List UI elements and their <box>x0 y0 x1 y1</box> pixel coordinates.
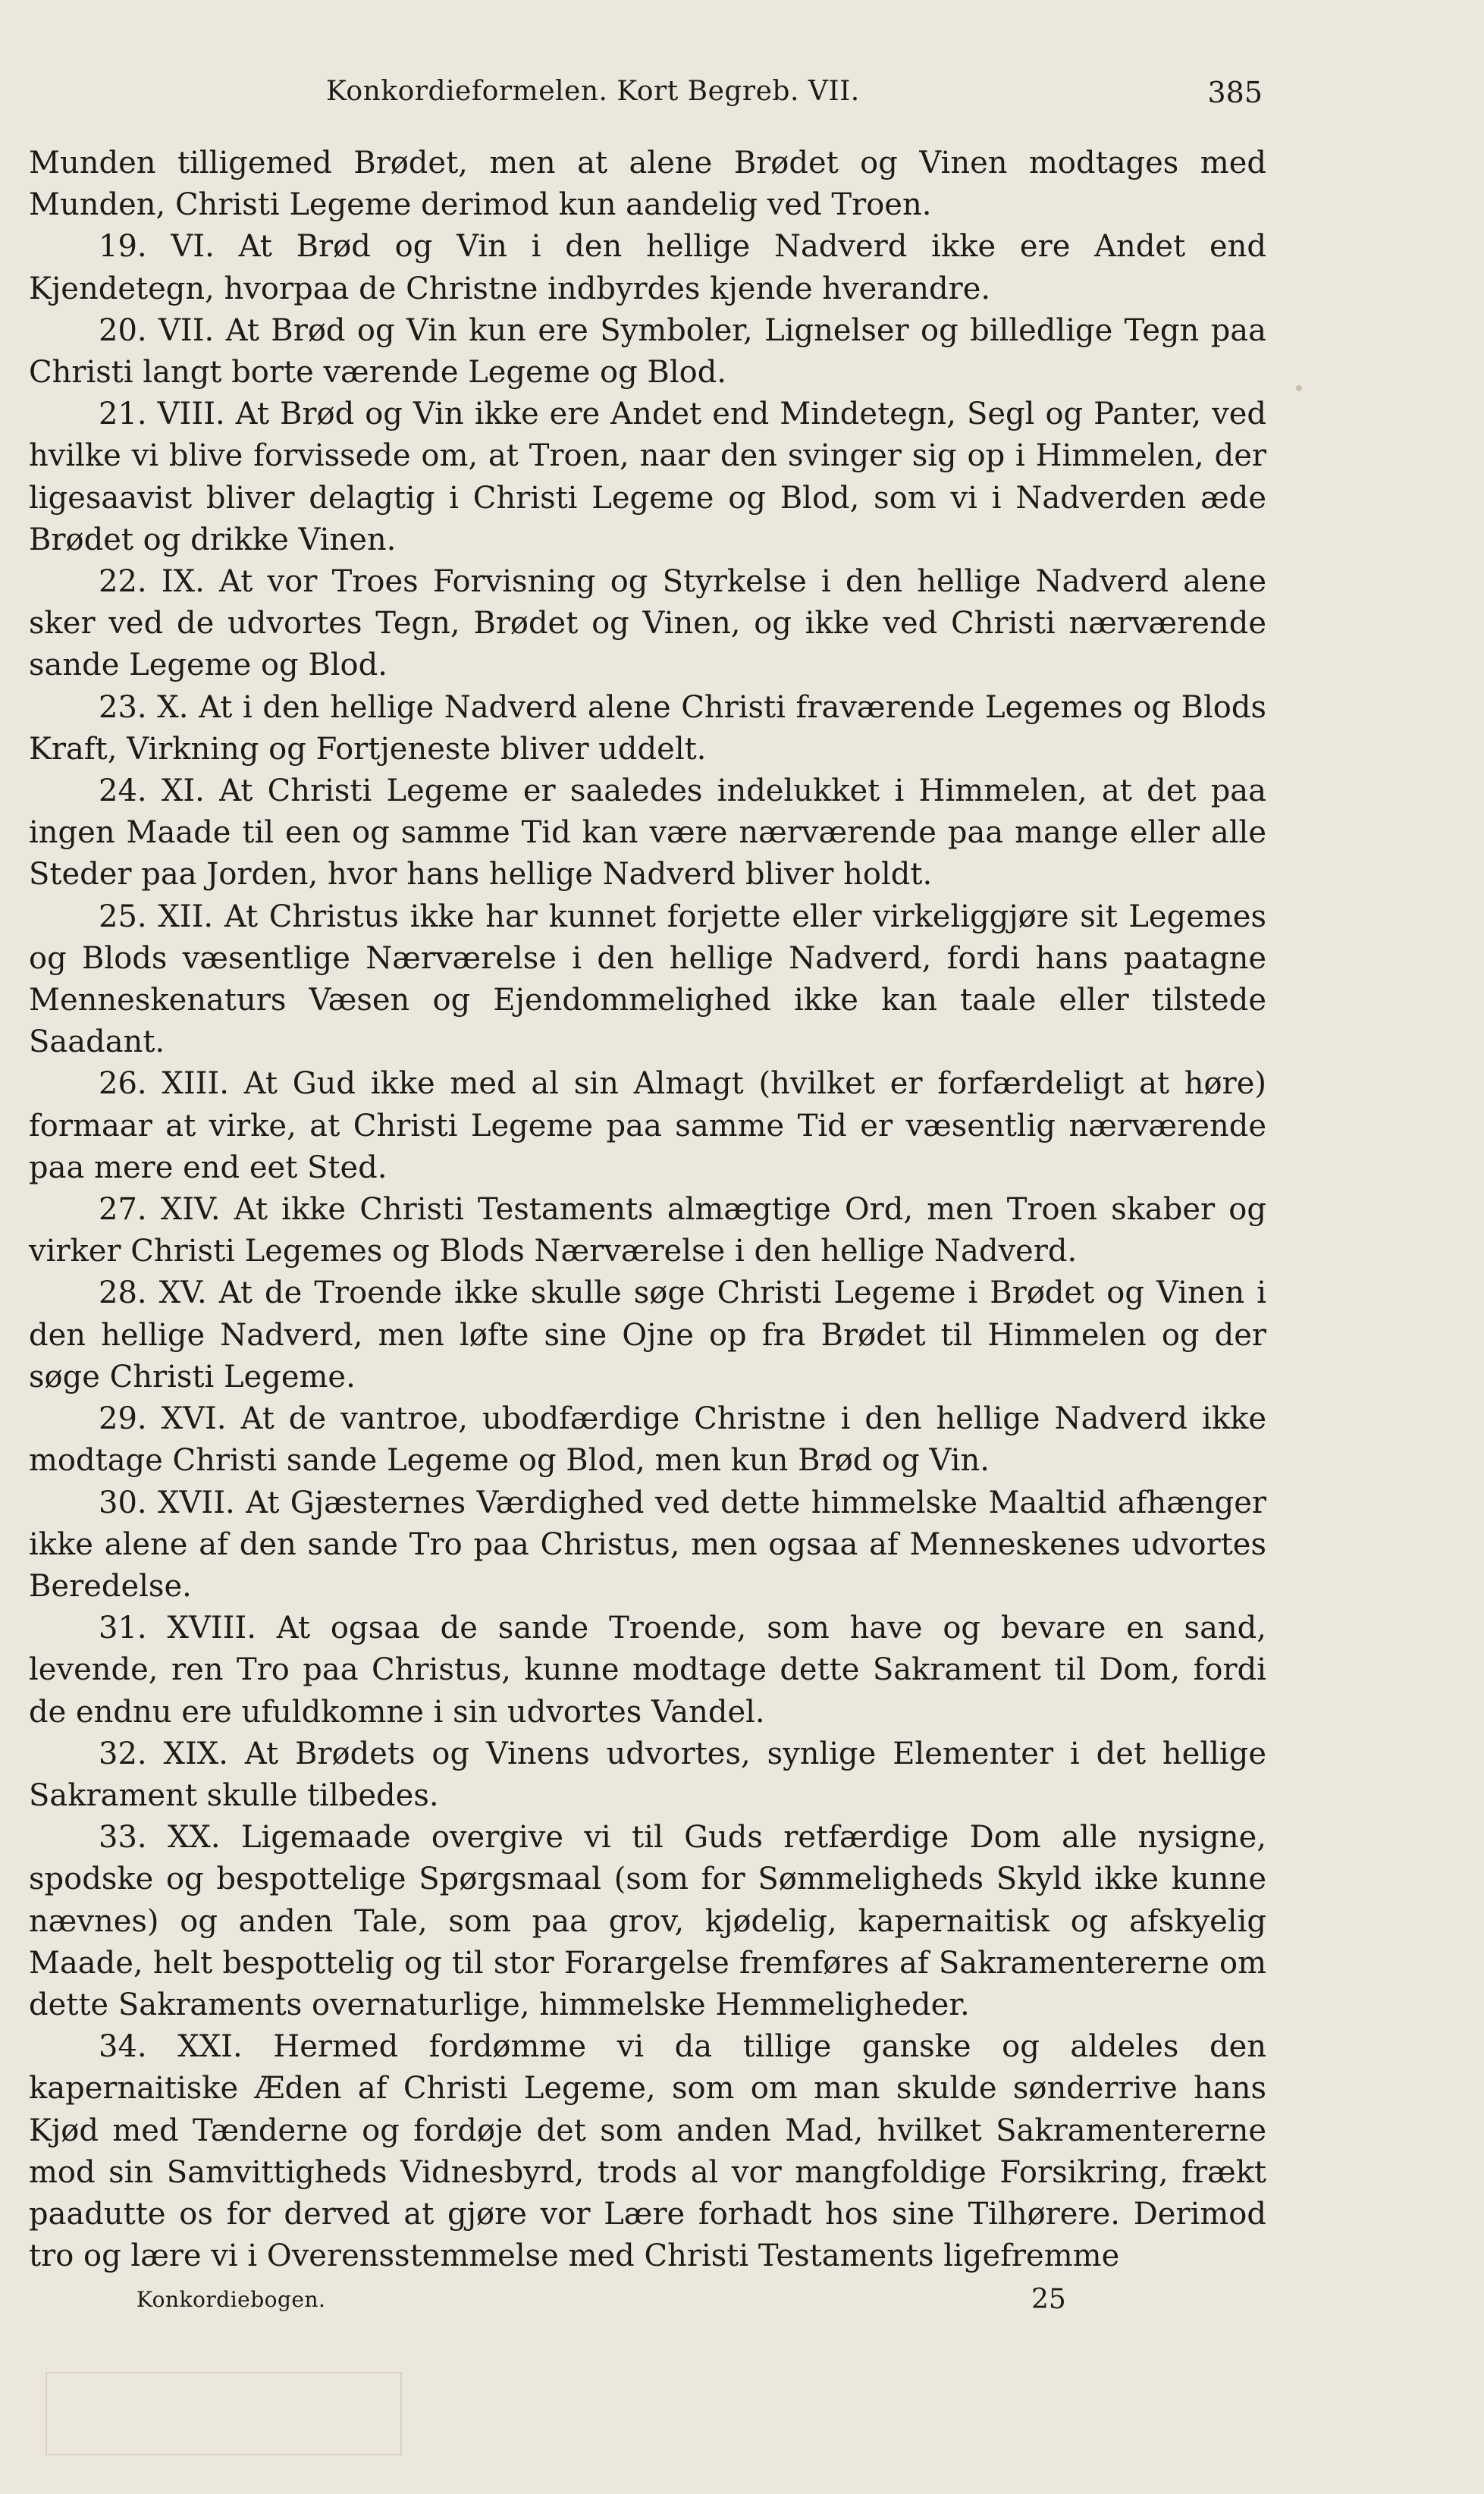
paper-speck <box>1296 385 1302 391</box>
article-34: 34. XXI. Hermed fordømme vi da tillige ganske og aldeles den kapernaitiske Æden af Christi Legeme, som om man skulde sønderrive hans Kjød med Tænderne og fordøje det som anden Mad, hvilket Sakramentererne mod sin Samvittigheds Vidnesbyrd, trods al vor mangfoldige Forsikring, frækt paadutte os for derved at gjøre vor Lære forhadt hos sine Tilhørere. Derimod tro og lære vi i Overensstemmelse med Christi Testaments ligefremme <box>29 2029 1266 2274</box>
running-head: Konkordieformelen. Kort Begreb. VII. <box>326 76 860 107</box>
article-31: 31. XVIII. At ogsaa de sande Troende, som have og bevare en sand, levende, ren Tro paa Christus, kunne modtage dette Sakrament til Dom, fordi de endnu ere ufuldkomne i sin udvortes Vandel. <box>29 1611 1266 1730</box>
article-33: 33. XX. Ligemaade overgive vi til Guds retfærdige Dom alle nysigne, spodske og bespottelige Spørgsmaal (som for Sømmeligheds Skyld ikke kunne nævnes) og anden Tale, som paa grov, kjødelig, kapernaitisk og afskyelig Maade, helt bespottelig og til stor Forargelse fremføres af Sakramentererne om dette Sakraments overnaturlige, himmelske Hemmeligheder. <box>29 1820 1266 2022</box>
article-27: 27. XIV. At ikke Christi Testaments almægtige Ord, men Troen skaber og virker Christi Legemes og Blods Nærværelse i den hellige Nadverd. <box>29 1192 1266 1269</box>
blank-paper-mark <box>45 2372 402 2455</box>
article-20: 20. VII. At Brød og Vin kun ere Symboler, Lignelser og billedlige Tegn paa Christi langt borte værende Legeme og Blod. <box>29 312 1266 391</box>
article-28: 28. XV. At de Troende ikke skulle søge Christi Legeme i Brødet og Vinen i den hellige Nadverd, men løfte sine Ojne op fra Brødet til Himmelen og der søge Christi Legeme. <box>29 1275 1266 1394</box>
page-number: 385 <box>1207 76 1263 109</box>
article-23: 23. X. At i den hellige Nadverd alene Christi fraværende Legemes og Blods Kraft, Virkning og Fortjeneste bliver uddelt. <box>29 689 1266 767</box>
article-32: 32. XIX. At Brødets og Vinens udvortes, synlige Elementer i det hellige Sakrament skulle tilbedes. <box>29 1736 1266 1813</box>
body-text <box>29 143 1266 2277</box>
printer-signature: Konkordiebogen. <box>136 2287 326 2312</box>
paragraph-continuation: Munden tilligemed Brødet, men at alene Brødet og Vinen modtages med Munden, Christi Legeme derimod kun aandelig ved Troen. <box>29 146 1266 223</box>
article-21: 21. VIII. At Brød og Vin ikke ere Andet end Mindetegn, Segl og Panter, ved hvilke vi blive forvissede om, at Troen, naar den svinger sig op i Himmelen, der ligesaavist bliver delagtig i Christi Legeme og Blod, som vi i Nadverden æde Brødet og drikke Vinen. <box>29 397 1266 557</box>
article-26: 26. XIII. At Gud ikke med al sin Almagt (hvilket er forfærdeligt at høre) formaar at virke, at Christi Legeme paa samme Tid er væsentlig nærværende paa mere end eet Sted. <box>29 1066 1266 1185</box>
article-30: 30. XVII. At Gjæsternes Værdighed ved dette himmelske Maaltid afhænger ikke alene af den sande Tro paa Christus, men ogsaa af Menneskenes udvortes Beredelse. <box>29 1485 1266 1604</box>
article-19: 19. VI. At Brød og Vin i den hellige Nadverd ikke ere Andet end Kjendetegn, hvorpaa de Christne indbyrdes kjende hverandre. <box>29 229 1266 306</box>
article-29: 29. XVI. At de vantroe, ubodfærdige Christne i den hellige Nadverd ikke modtage Christi sande Legeme og Blod, men kun Brød og Vin. <box>29 1401 1266 1479</box>
article-25: 25. XII. At Christus ikke har kunnet forjette eller virkeliggjøre sit Legemes og Blods væsentlige Nærværelse i den hellige Nadverd, fordi hans paatagne Menneskenaturs Væsen og Ejendommelighed ikke kan taale eller tilstede Saadant. <box>29 899 1266 1060</box>
signature-number: 25 <box>1031 2284 1066 2315</box>
article-22: 22. IX. At vor Troes Forvisning og Styrkelse i den hellige Nadverd alene sker ved de udvortes Tegn, Brødet og Vinen, og ikke ved Christi nærværende sande Legeme og Blod. <box>29 564 1266 683</box>
article-24: 24. XI. At Christi Legeme er saaledes indelukket i Himmelen, at det paa ingen Maade til een og samme Tid kan være nærværende paa mange eller alle Steder paa Jorden, hvor hans hellige Nadverd bliver holdt. <box>29 773 1266 893</box>
